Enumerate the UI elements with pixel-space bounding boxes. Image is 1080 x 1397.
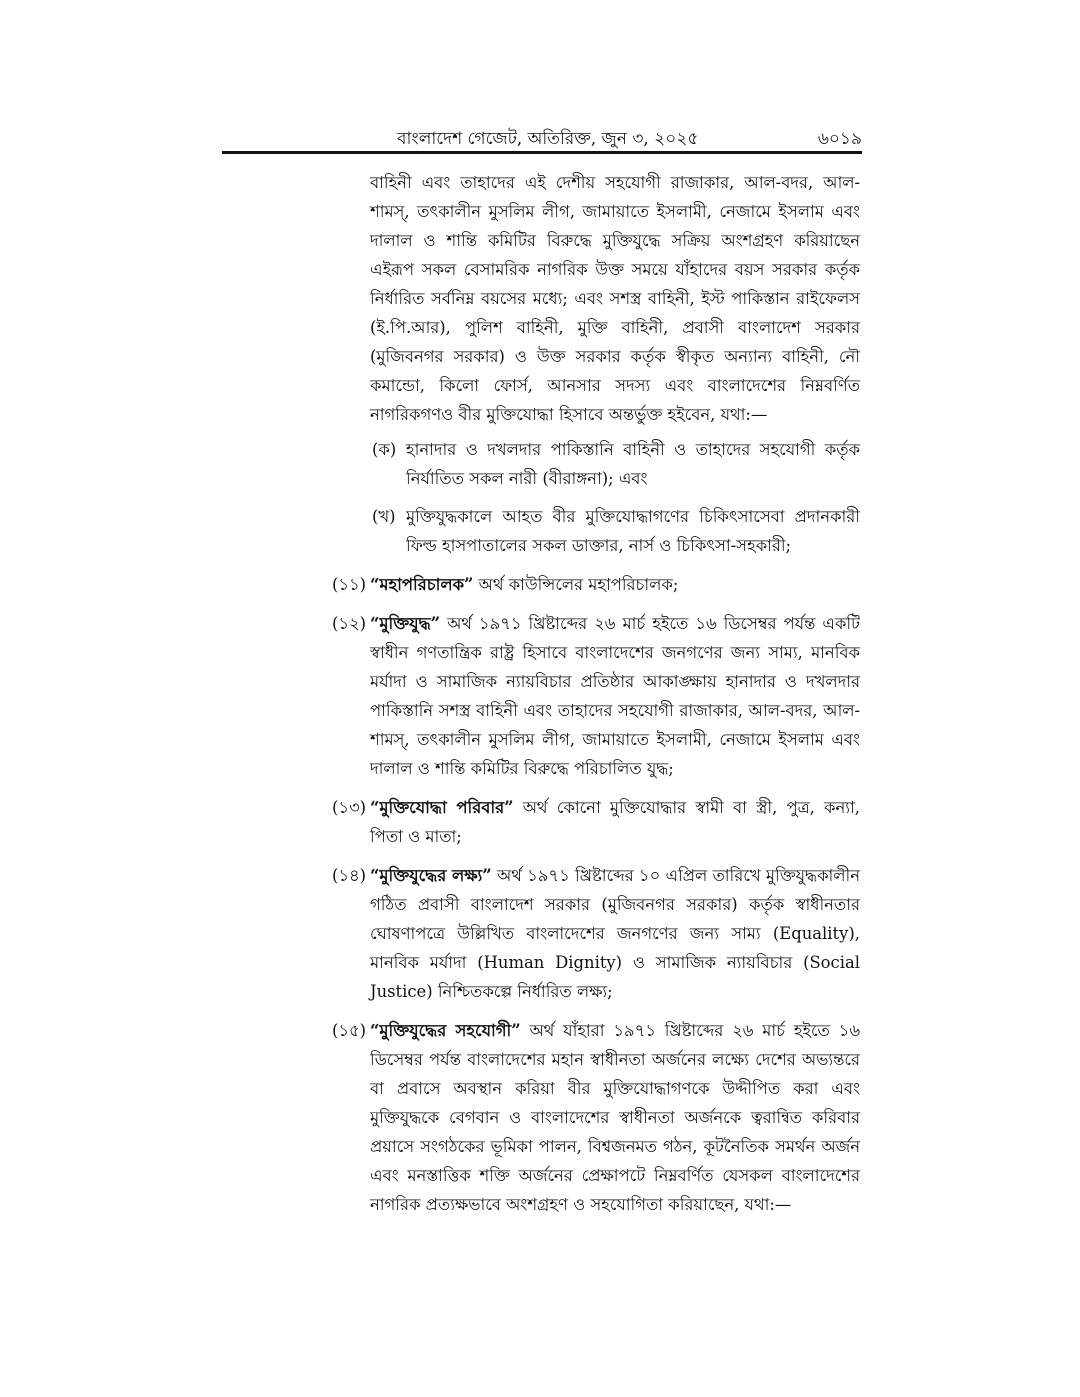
sub-item-kha (372, 502, 860, 560)
page-header (222, 126, 862, 152)
definition-number: (১৪) (332, 866, 367, 885)
definition-term: “মুক্তিযোদ্ধা পরিবার” (370, 798, 514, 817)
intro-paragraph: বাহিনী এবং তাহাদের এই দেশীয় সহযোগী রাজাকার, আল-বদর, আল-শামস্, তৎকালীন মুসলিম লীগ, জামায়াতে ইসলামী, নেজামে ইসলাম এবং দালাল ও শান্তি কমিটির বিরুদ্ধে মুক্তিযুদ্ধে সক্রিয় অংশগ্রহণ করিয়াছেন এইরূপ সকল বেসামরিক নাগরিক উক্ত সময়ে যাঁহাদের বয়স সরকার কর্তৃক নির্ধারিত সর্বনিম্ন বয়সের মধ্যে; এবং সশস্ত্র বাহিনী, ইস্ট পাকিস্তান রাইফেলস (ই.পি.আর), পুলিশ বাহিনী, মুক্তি বাহিনী, প্রবাসী বাংলাদেশ সরকার (মুজিবনগর সরকার) ও উক্ত সরকার কর্তৃক স্বীকৃত অন্যান্য বাহিনী, নৌ কমান্ডো, কিলো ফোর্স, আনসার সদস্য এবং বাংলাদেশের নিম্নবর্ণিত নাগরিকগণও বীর মুক্তিযোদ্ধা হিসাবে অন্তর্ভুক্ত হইবেন, যথা:— (370, 173, 860, 424)
definition-text: অর্থ ১৯৭১ খ্রিষ্টাব্দের ২৬ মার্চ হইতে ১৬ ডিসেম্বর পর্যন্ত একটি স্বাধীন গণতান্ত্রিক রাষ্ট্র হিসাবে বাংলাদেশের জনগণের জন্য সাম্য, মানবিক মর্যাদা ও সামাজিক ন্যায়বিচার প্রতিষ্ঠার আকাঙ্ক্ষায় হানাদার ও দখলদার পাকিস্তানি সশস্ত্র বাহিনী এবং তাহাদের সহযোগী রাজাকার, আল-বদর, আল-শামস্, তৎকালীন মুসলিম লীগ, জামায়াতে ইসলামী, নেজামে ইসলাম এবং দালাল ও শান্তি কমিটির বিরুদ্ধে পরিচালিত যুদ্ধ; (370, 614, 860, 778)
page-number: ৬০১৯ (817, 129, 862, 149)
definition-text: অর্থ যাঁহারা ১৯৭১ খ্রিষ্টাব্দের ২৬ মার্চ হইতে ১৬ ডিসেম্বর পর্যন্ত বাংলাদেশের মহান স্বাধীনতা অর্জনের লক্ষ্যে দেশের অভ্যন্তরে বা প্রবাসে অবস্থান করিয়া বীর মুক্তিযোদ্ধাগণকে উদ্দীপিত করা এবং মুক্তিযুদ্ধকে বেগবান ও বাংলাদেশের স্বাধীনতা অর্জনকে ত্বরান্বিত করিবার প্রয়াসে সংগঠকের ভূমিকা পালন, বিশ্বজনমত গঠন, কূটনৈতিক সমর্থন অর্জন এবং মনস্তাত্তিক শক্তি অর্জনের প্রেক্ষাপটে নিম্নবর্ণিত যেসকল বাংলাদেশের নাগরিক প্রত্যক্ষভাবে অংশগ্রহণ ও সহযোগিতা করিয়াছেন, যথা:— (370, 1021, 860, 1214)
definition-term: “মুক্তিযুদ্ধের লক্ষ্য” (370, 866, 492, 885)
sub-item-label: (ক) (372, 440, 397, 459)
definition-term: “মুক্তিযুদ্ধের সহযোগী” (370, 1021, 521, 1040)
definition-15 (332, 1016, 860, 1219)
document-body (332, 168, 860, 1219)
sub-item-text: মুক্তিযুদ্ধকালে আহত বীর মুক্তিযোদ্ধাগণের চিকিৎসাসেবা প্রদানকারী ফিল্ড হাসপাতালের সকল ডাক্তার, নার্স ও চিকিৎসা-সহকারী; (406, 507, 860, 555)
definition-13 (332, 793, 860, 851)
definition-number: (১২) (332, 614, 367, 633)
definition-term: “মুক্তিযুদ্ধ” (370, 614, 441, 633)
definition-text: অর্থ কাউন্সিলের মহাপরিচালক; (473, 575, 679, 594)
sub-item-text: হানাদার ও দখলদার পাকিস্তানি বাহিনী ও তাহাদের সহযোগী কর্তৃক নির্যাতিত সকল নারী (বীরাঙ্গনা); এবং (406, 440, 860, 488)
definition-11 (332, 570, 860, 599)
sub-item-list (332, 435, 860, 560)
definition-number: (১৩) (332, 798, 367, 817)
definition-number: (১৫) (332, 1021, 367, 1040)
gazette-title: বাংলাদেশ গেজেট, অতিরিক্ত, জুন ৩, ২০২৫ (397, 129, 699, 149)
definition-12 (332, 609, 860, 783)
definition-14 (332, 861, 860, 1006)
definition-number: (১১) (332, 575, 367, 594)
definition-term: “মহাপরিচালক” (370, 575, 474, 594)
header-rule (222, 151, 862, 154)
definition-text: অর্থ ১৯৭১ খ্রিষ্টাব্দের ১০ এপ্রিল তারিখে মুক্তিযুদ্ধকালীন গঠিত প্রবাসী বাংলাদেশ সরকার (মুজিবনগর সরকার) কর্তৃক স্বাধীনতার ঘোষণাপত্রে উল্লিখিত বাংলাদেশের জনগণের জন্য সাম্য (Equality), মানবিক মর্যাদা (Human Dignity) ও সামাজিক ন্যায়বিচার (Social Justice) নিশ্চিতকল্পে নির্ধারিত লক্ষ্য; (370, 866, 860, 1001)
sub-item-ka (372, 435, 860, 493)
definition-text: অর্থ কোনো মুক্তিযোদ্ধার স্বামী বা স্ত্রী, পুত্র, কন্যা, পিতা ও মাতা; (370, 798, 860, 846)
sub-item-label: (খ) (372, 507, 396, 526)
